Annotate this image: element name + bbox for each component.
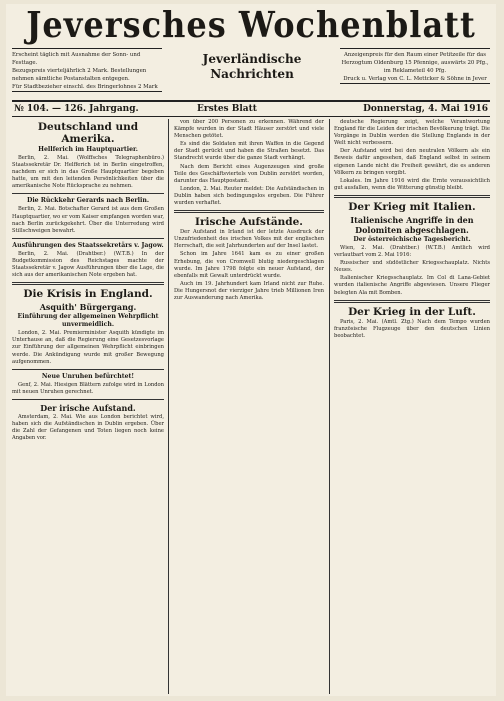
article-headline: Deutschland und Amerika. [37, 121, 139, 145]
header-bar [12, 48, 490, 100]
subtitle-line: Nachrichten [210, 67, 294, 81]
notice-line: nehmen sämtliche Postanstalten entgegen. [12, 76, 130, 82]
article-subheadline: Italienische Angriffe in den Dolomiten abgeschlagen. [350, 214, 474, 235]
article-subheadline: Hellferich im Hauptquartier. [38, 146, 138, 153]
article-paragraph: Der Aufstand in Irland ist der letzte Ausdruck der Unzufriedenheit des irischen Volkes mit der englischen Herrschaft, die seit Jahrhunderten auf der Insel lastet. [174, 229, 324, 250]
article-paragraph: Genf, 2. Mai. Hiesigen Blättern zufolge wird in London mit neuen Unruhen gerechnet. [12, 381, 164, 395]
column-rule [329, 119, 330, 694]
divider [12, 238, 164, 239]
divider [174, 210, 324, 213]
article-headline: Der Krieg in der Luft. [348, 305, 476, 318]
article-paragraph: London, 2. Mai. Premierminister Asquith kündigte im Unterhause an, daß die Regierung eine Gesetzesvorlage zur Einführung der allgemeinen Wehrpflicht einbringen werde. Die Ankündigung wurde mit großer Bewegung aufgenommen. [12, 330, 164, 365]
article-paragraph: Italienischer Kriegsschauplatz. Im Col di Lana-Gebiet wurden italienische Angriffe abgewiesen. Unsere Flieger belegten Ala mit Bomben. [334, 275, 490, 296]
notice-line: im Reklameteil 40 Pfg. [383, 68, 447, 74]
article-headline: Die Rückkehr Gerards nach Berlin. [26, 197, 150, 205]
notice-line: Erscheint täglich mit Ausnahme der Sonn- und Festtage. [12, 52, 141, 66]
article-paragraph: Berlin, 2. Mai. (Wolffsches Telegraphenbüro.) Staatssekretär Dr. Helfferich ist in Berlin eingetroffen, nachdem er sich in das Große Hauptquartier begeben hatte, um mit den leitenden Persönlichkeiten über die amerikanische Note Rücksprache zu nehmen. [12, 155, 164, 190]
sheet-label: Erstes Blatt [197, 104, 257, 114]
article-paragraph: Lokales. Im Jahre 1916 wird die Ernte voraussichtlich gut ausfallen, wenn die Witterung günstig bleibt. [334, 177, 490, 191]
column-rule [168, 119, 169, 694]
article-paragraph: von über 200 Personen zu erkennen. Während der Kämpfe wurden in der Stadt Häuser zerstört und viele Menschen getötet. [174, 119, 324, 140]
article-paragraph: Amsterdam, 2. Mai. Wie aus London berichtet wird, haben sich die Aufständischen in Dublin ergeben. Über die Zahl der Gefangenen und Toten liegen noch keine Angaben vor. [12, 413, 164, 442]
article-paragraph: Berlin, 2. Mai. (Drahtber.) (W.T.B.) In der Budgetkommission des Reichstages machte der Staatssekretär v. Jagow Ausführungen über die Lage, die sich aus der amerikanischen Note ergeben hat. [12, 250, 164, 279]
notice-line: Herzogtum Oldenburg 15 Pfennige, auswärts 20 Pfg., [341, 60, 489, 66]
article-subheadline: Asquith' Bürgergang. [39, 302, 137, 313]
masthead-title: Jeversches Wochenblatt [26, 4, 476, 46]
notice-line: Bezugspreis vierteljährlich 2 Mark. Bestellungen [12, 68, 147, 74]
article-paragraph: Paris, 2. Mai. (Amtl. Ztg.) Nach dem Tempo wurden französische Flugzeuge über den deutschen Linien beobachtet. [334, 318, 490, 339]
column-2 [174, 119, 324, 694]
article-headline: Die Krisis in England. [23, 288, 153, 301]
divider [12, 399, 164, 400]
article-paragraph: Schon im Jahre 1641 kam es zu einer großen Erhebung, die von Cromwell blutig niedergeschlagen wurde. Im Jahre 1798 folgte ein neuer Aufstand, der ebenfalls mit Gewalt unterdrückt wurde. [174, 251, 324, 279]
subtitle-line: Jeverländische [202, 52, 302, 66]
article-paragraph: Der Aufstand wird bei den neutralen Völkern als ein Beweis dafür angesehen, daß England selbst in seinem eigenen Lande nicht die Freiheit gewährt, die es anderen Völkern zu bringen vorgibt. [334, 148, 490, 176]
issue-line [12, 100, 490, 117]
column-3 [334, 119, 490, 694]
newspaper-page [6, 4, 496, 696]
article-paragraph: Auch im 19. Jahrhundert kam Irland nicht zur Ruhe. Die Hungersnot der vierziger Jahre trieb Millionen Iren zur Auswanderung nach Amerika. [174, 280, 324, 301]
article-paragraph: Berlin, 2. Mai. Botschafter Gerard ist aus dem Großen Hauptquartier, wo er vom Kaiser empfangen worden war, nach Berlin zurückgekehrt. Über die Unterredung wird Stillschweigen bewahrt. [12, 206, 164, 234]
article-paragraph: deutsche Regierung zeigt, welche Verantwortung England für die Leiden der irischen Bevölkerung trägt. Die Vorgänge in Dublin werden die Stellung Englands in der Welt nicht verbessern. [334, 119, 490, 147]
article-paragraph: Es sind die Soldaten mit ihren Waffen in die Gegend der Stadt gerückt und haben die Straßen besetzt. Das Standrecht wurde über die ganze Stadt verhängt. [174, 141, 324, 162]
divider [12, 193, 164, 194]
article-paragraph: Wien, 2. Mai. (Drahtber.) (W.T.B.) Amtlich wird verlautbart vom 2. Mai 1916: [334, 244, 490, 259]
subscription-notice [12, 48, 162, 92]
article-headline: Neue Unruhen befürchtet! [41, 372, 135, 380]
article-headline: Der Krieg mit Italien. [348, 200, 476, 213]
notice-line: Druck u. Verlag von C. L. Mettcker & Söhne in Jever [343, 76, 487, 82]
subtitle [177, 52, 327, 82]
notice-line: Anzeigenpreis für den Raum einer Petitzeile für das [344, 52, 486, 58]
notice-line: Für Stadtbezieher einschl. des Bringerlohnes 2 Mark [12, 84, 158, 90]
issue-number: № 104. — 126. Jahrgang. [14, 104, 139, 114]
column-1 [12, 119, 164, 694]
divider [12, 282, 164, 285]
article-subheadline: Einführung der allgemeinen Wehrpflicht unvermeidlich. [17, 313, 159, 329]
article-subheadline: Der österreichische Tagesbericht. [353, 235, 471, 243]
article-headline: Irische Aufstände. [195, 216, 303, 229]
article-paragraph: London, 2. Mai. Reuter meldet: Die Aufständischen in Dublin haben sich bedingungslos ergeben. Die Führer wurden verhaftet. [174, 185, 324, 207]
divider [334, 300, 490, 303]
article-headline: Ausführungen des Staatssekretärs v. Jagow. [12, 241, 164, 249]
divider [12, 369, 164, 370]
ad-price-notice [340, 48, 490, 84]
article-headline: Der irische Aufstand. [40, 402, 136, 413]
article-paragraph: Nach dem Bericht eines Augenzeugen sind große Teile des Geschäftsviertels von Dublin zerstört worden, darunter das Hauptpostamt. [174, 163, 324, 184]
issue-date: Donnerstag, 4. Mai 1916 [363, 104, 488, 114]
divider [334, 195, 490, 198]
article-paragraph: Russischer und südöstlicher Kriegsschauplatz. Nichts Neues. [334, 260, 490, 274]
